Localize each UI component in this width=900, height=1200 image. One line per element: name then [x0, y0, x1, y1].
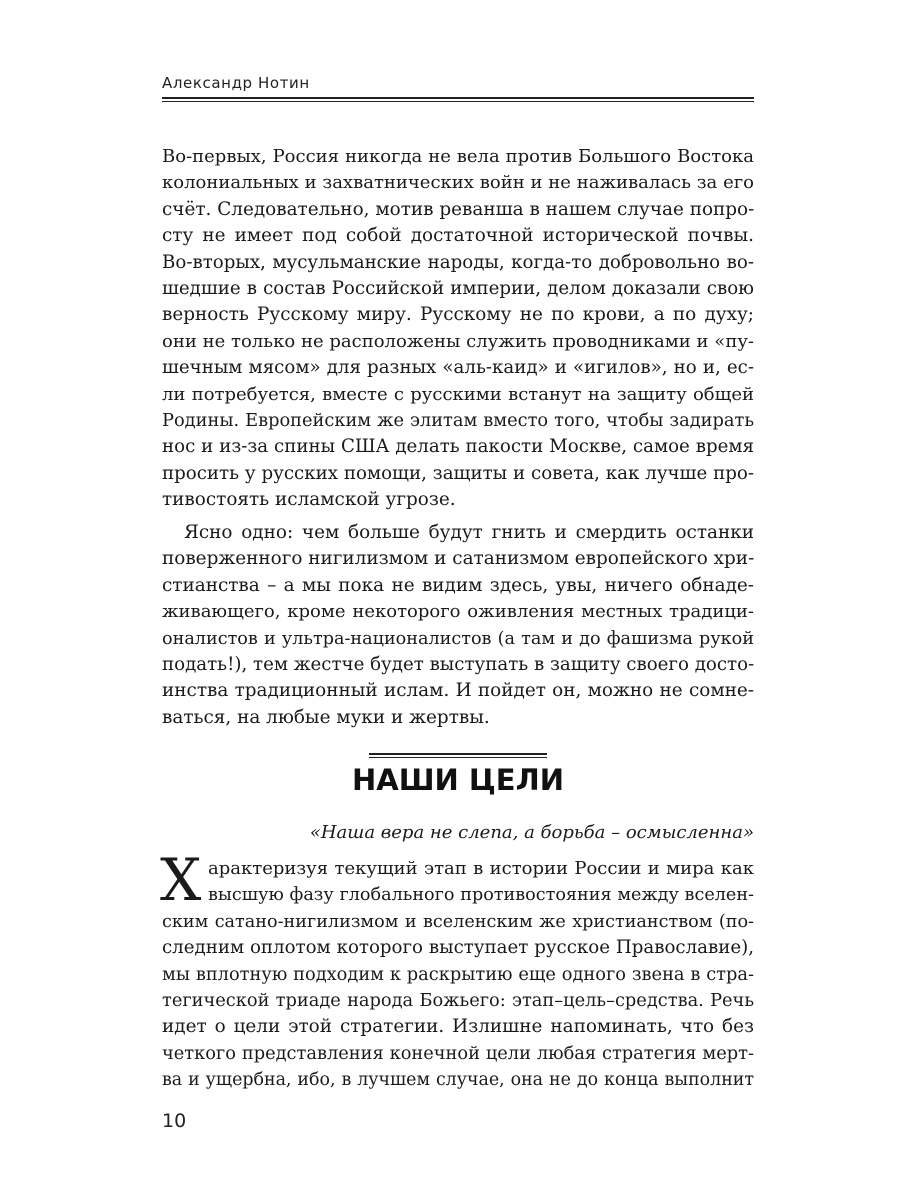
text-line: оналистов и ультра-националистов (а там и до фашизма рукой — [162, 628, 754, 649]
drop-cap: Х — [160, 846, 202, 914]
text-line: поверженного нигилизмом и сатанизмом европейского хри- — [162, 548, 755, 570]
epigraph: «Наша вера не слепа, а борьба – осмысленна» — [309, 822, 754, 843]
text-line: инства традиционный ислам. И пойдет он, можно не сомне- — [162, 680, 754, 702]
text-line: стианства – а мы пока не видим здесь, увы, ничего обнаде- — [162, 574, 754, 596]
header-rule-thick — [162, 97, 754, 99]
text-line: ва и ущербна, ибо, в лучшем случае, она не до конца выполнит — [162, 1070, 754, 1091]
text-line: шедшие в состав Российской империи, делом доказали свою — [162, 278, 754, 300]
text-line: живающего, кроме некоторого оживления местных традици- — [162, 601, 754, 623]
text-line: ваться, на любые муки и жертвы. — [162, 706, 490, 728]
page-number: 10 — [162, 1110, 187, 1132]
text-line: ли потребуется, вместе с русскими встанут на защиту общей — [162, 383, 754, 405]
section-rule-thin — [369, 757, 547, 758]
text-line: высшую фазу глобального противостояния между вселен- — [208, 885, 754, 906]
section-rule-thick — [369, 753, 547, 755]
paragraph-2 — [162, 520, 754, 731]
text-line: следним оплотом которого выступает русское Православие), — [162, 937, 754, 959]
text-line: Во-первых, Россия никогда не вела против Большого Востока — [162, 146, 754, 167]
text-line: ским сатано-нигилизмом и вселенским же христианством (по- — [162, 911, 754, 932]
header-rule-thin — [162, 101, 754, 102]
text-line: шечным мясом» для разных «аль-каид» и «игилов», но и, ес- — [162, 357, 754, 379]
text-line: нос и из-за спины США делать пакости Москве, самое время — [162, 436, 754, 458]
text-line: идет о цели этой стратегии. Излишне напоминать, что без — [162, 1016, 754, 1038]
text-line: верность Русскому миру. Русскому не по крови, а по духу; — [162, 304, 754, 326]
text-line: они не только не расположены служить проводниками и «пу- — [162, 330, 754, 352]
text-line: четкого представления конечной цели любая стратегия мерт- — [162, 1042, 754, 1064]
section-heading: НАШИ ЦЕЛИ — [352, 763, 564, 797]
text-line: просить у русских помощи, защиты и совета, как лучше про- — [162, 462, 754, 484]
text-line: арактеризуя текущий этап в истории России и мира как — [208, 858, 754, 879]
text-line: Ясно одно: чем больше будут гнить и смердить останки — [184, 522, 754, 543]
text-line: тивостоять исламской угрозе. — [162, 489, 456, 511]
text-line: счёт. Следовательно, мотив реванша в нашем случае попро- — [162, 198, 755, 220]
text-line: мы вплотную подходим к раскрытию еще одного звена в стра- — [162, 963, 754, 985]
text-line: сту не имеет под собой достаточной исторической почвы. — [162, 225, 754, 247]
text-line: подать!), тем жестче будет выступать в защиту своего досто- — [162, 654, 755, 676]
text-line: колониальных и захватнических войн и не наживалась за его — [162, 172, 754, 194]
running-head: Александр Нотин — [162, 74, 310, 92]
paragraph-3 — [162, 856, 754, 1094]
text-line: тегической триаде народа Божьего: этап–цель–средства. Речь — [162, 990, 754, 1012]
paragraph-1 — [162, 144, 754, 514]
text-line: Во-вторых, мусульманские народы, когда-то добровольно во- — [162, 251, 754, 273]
text-line: Родины. Европейским же элитам вместо того, чтобы задирать — [162, 410, 754, 432]
